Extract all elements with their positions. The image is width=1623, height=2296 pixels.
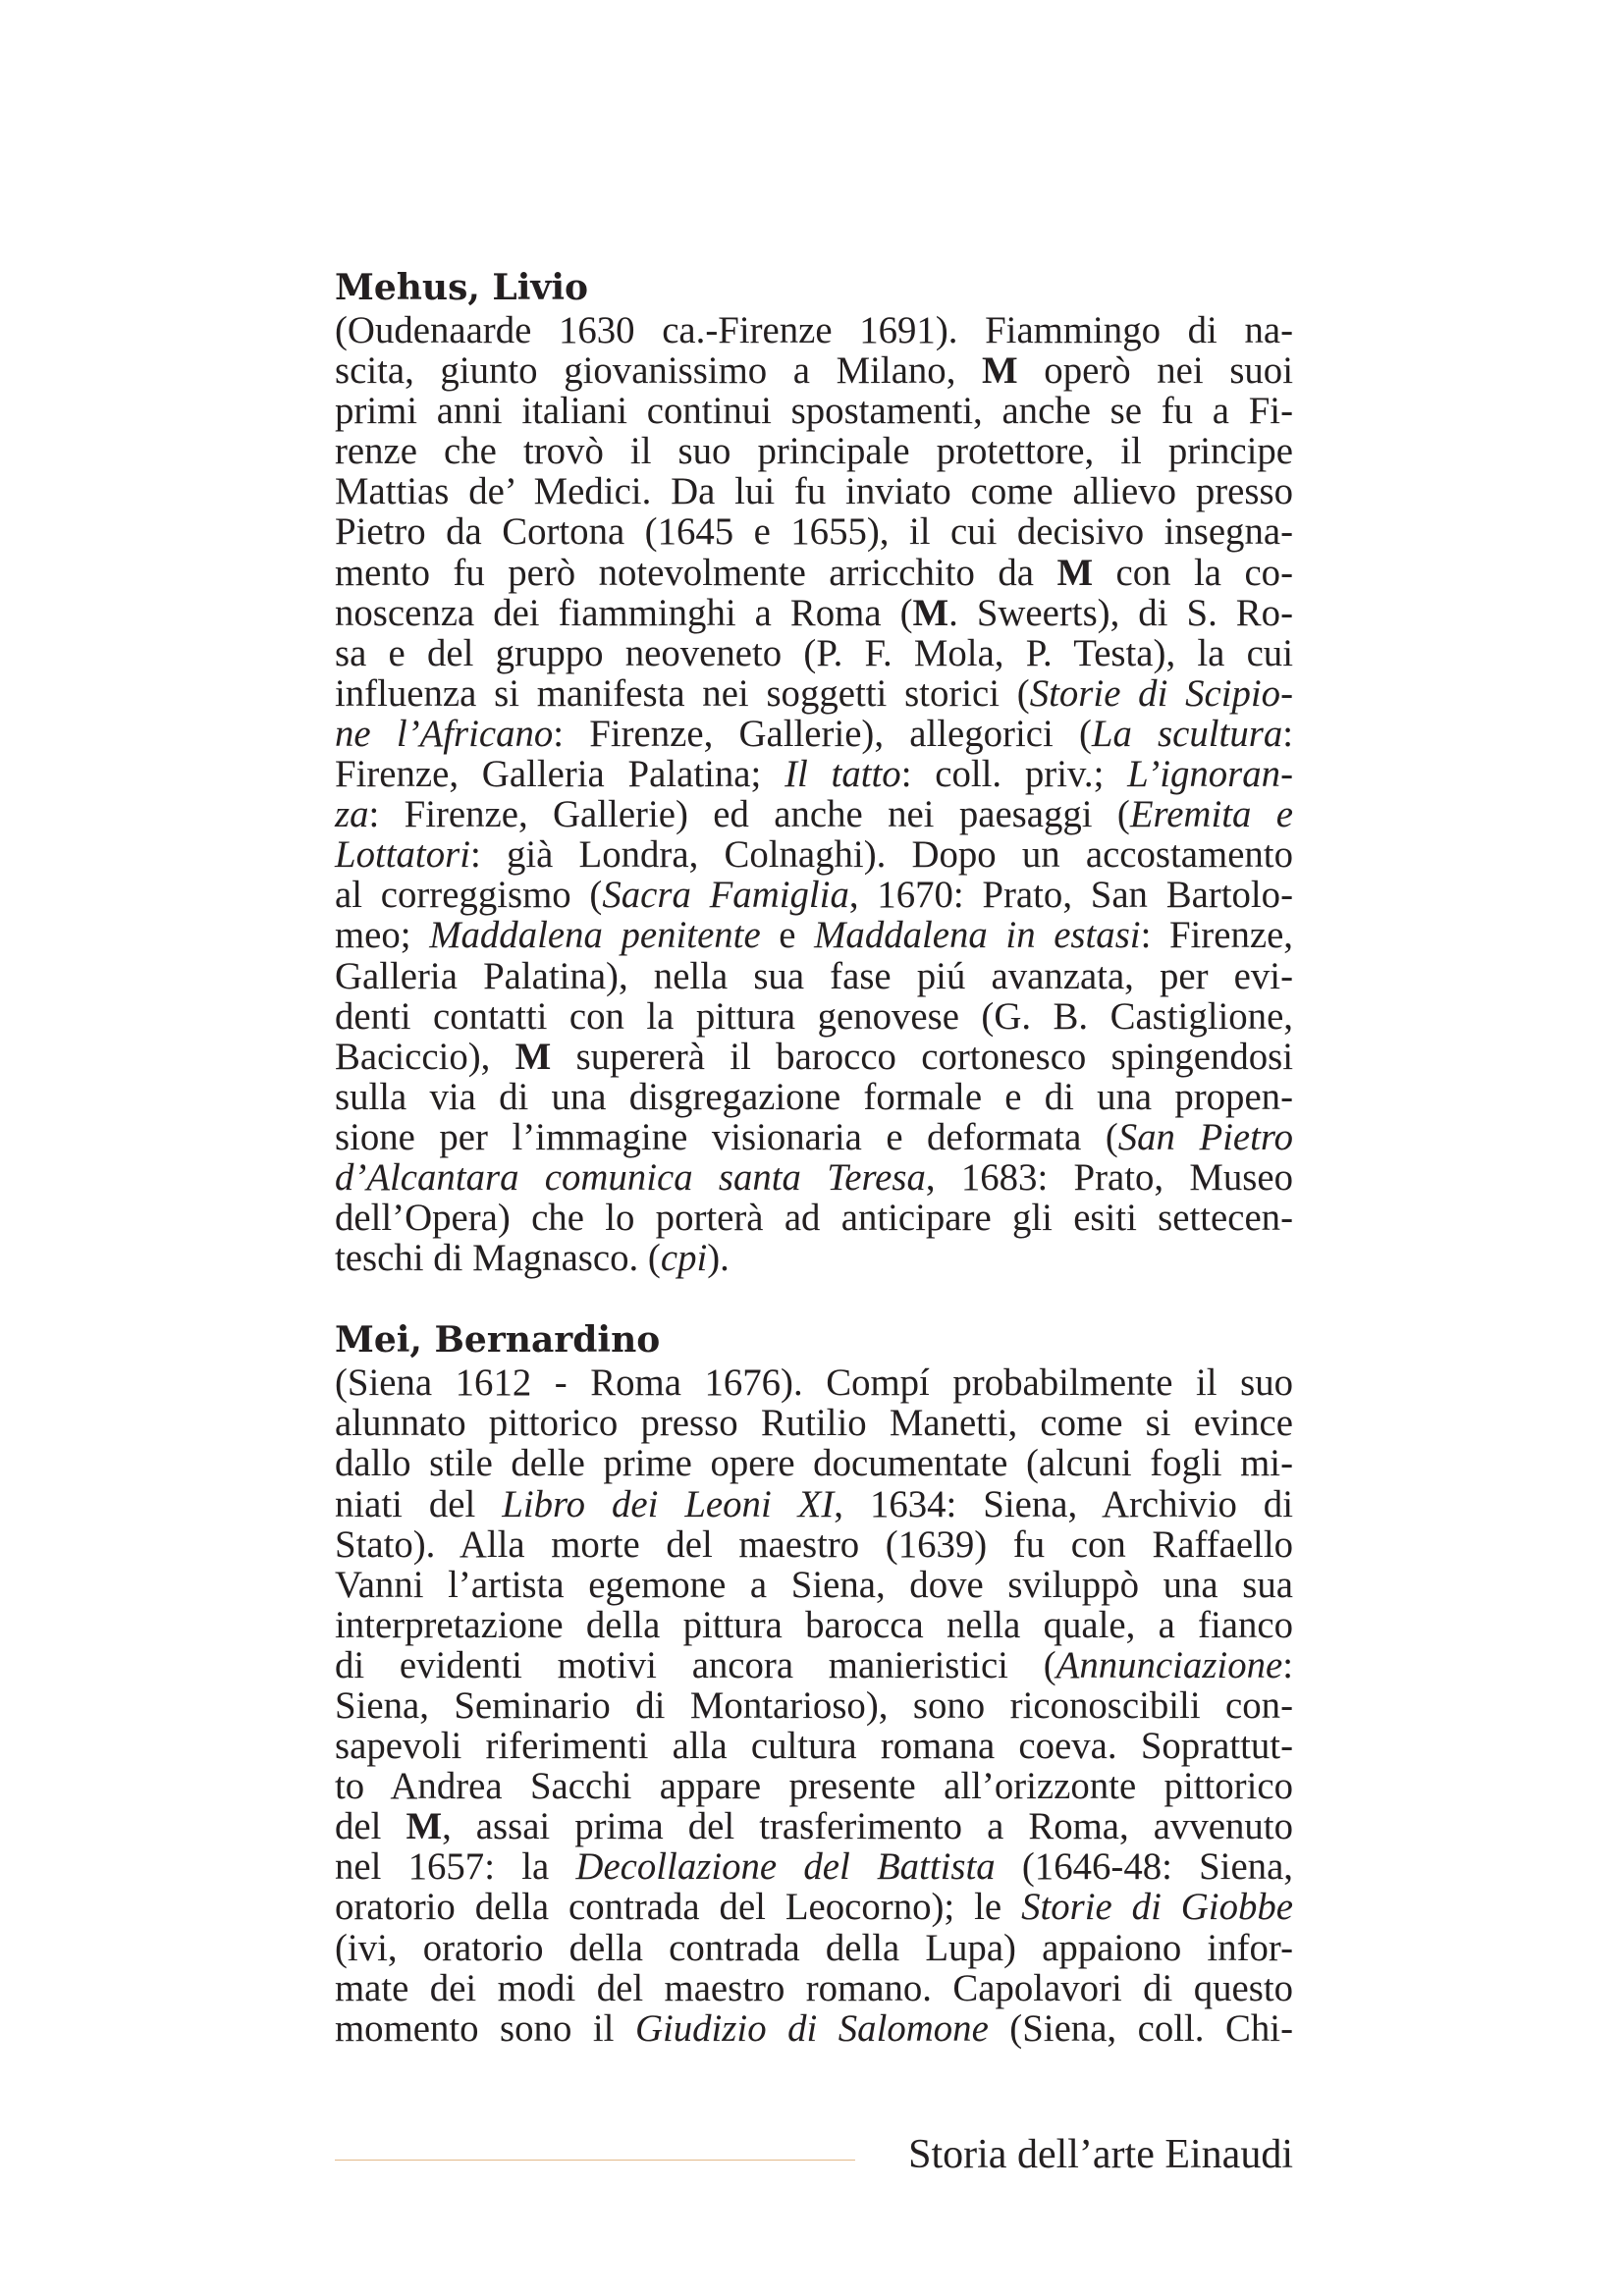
entry-title: Mei, Bernardino	[335, 1319, 661, 1362]
text-line: teschi di Magnasco. (cpi).	[335, 1237, 730, 1280]
text-line: del M, assai prima del trasferimento a Roma, avvenuto	[335, 1805, 1293, 1848]
text-line: Vanni l’artista egemone a Siena, dove sviluppò una sua	[335, 1563, 1293, 1606]
text-line: mate dei modi del maestro romano. Capolavori di questo	[335, 1966, 1293, 2009]
text-line: sapevoli riferimenti alla cultura romana coeva. Soprattut-	[335, 1725, 1293, 1768]
text-line: sione per l’immagine visionaria e deformata (San Pietro	[335, 1115, 1293, 1158]
text-line: sa e del gruppo neoveneto (P. F. Mola, P. Testa), la cui	[335, 631, 1293, 674]
entry-mehus	[335, 265, 1293, 1278]
text-line: to Andrea Sacchi appare presente all’orizzonte pittorico	[335, 1765, 1293, 1808]
text-line: primi anni italiani continui spostamenti, anche se fu a Fi-	[335, 390, 1293, 433]
text-line: noscenza dei fiamminghi a Roma (M. Sweerts), di S. Ro-	[335, 591, 1293, 634]
text-line: Firenze, Galleria Palatina; Il tatto: coll. priv.; L’ignoran-	[335, 753, 1293, 796]
text-line: Baciccio), M supererà il barocco cortonesco spingendosi	[335, 1035, 1293, 1078]
text-line: Siena, Seminario di Montarioso), sono riconoscibili con-	[335, 1684, 1293, 1727]
text-line: (Siena 1612 - Roma 1676). Compí probabilmente il suo	[335, 1362, 1293, 1405]
page-footer	[335, 2130, 1293, 2179]
text-line: sulla via di una disgregazione formale e di una propen-	[335, 1075, 1293, 1118]
text-line: dallo stile delle prime opere documentate (alcuni fogli mi-	[335, 1442, 1293, 1485]
text-line: al correggismo (Sacra Famiglia, 1670: Prato, San Bartolo-	[335, 874, 1293, 917]
page-content	[335, 265, 1293, 2049]
text-line: dell’Opera) che lo porterà ad anticipare gli esiti settecen-	[335, 1197, 1293, 1240]
text-line: (ivi, oratorio della contrada della Lupa) appaiono infor-	[335, 1926, 1293, 1969]
text-line: za: Firenze, Gallerie) ed anche nei paesaggi (Eremita e	[335, 793, 1293, 836]
text-line: alunnato pittorico presso Rutilio Manetti, come si evince	[335, 1402, 1293, 1445]
entry-mei	[335, 1317, 1293, 2049]
text-line: influenza si manifesta nei soggetti storici (Storie di Scipio-	[335, 671, 1293, 715]
text-line: Stato). Alla morte del maestro (1639) fu con Raffaello	[335, 1522, 1293, 1566]
text-line: oratorio della contrada del Leocorno); le Storie di Giobbe	[335, 1886, 1293, 1929]
text-line: Mattias de’ Medici. Da lui fu inviato come allievo presso	[335, 470, 1293, 513]
entry-body	[335, 1362, 1293, 2049]
text-line: renze che trovò il suo principale protettore, il principe	[335, 430, 1293, 473]
text-line: interpretazione della pittura barocca nella quale, a fianco	[335, 1603, 1293, 1646]
text-line: Lottatori: già Londra, Colnaghi). Dopo un accostamento	[335, 833, 1293, 877]
text-line: meo; Maddalena penitente e Maddalena in estasi: Firenze,	[335, 914, 1293, 957]
entry-body	[335, 310, 1293, 1278]
text-line: Pietro da Cortona (1645 e 1655), il cui decisivo insegna-	[335, 510, 1293, 554]
text-line: di evidenti motivi ancora manieristici (Annunciazione:	[335, 1643, 1293, 1686]
text-line: mento fu però notevolmente arricchito da M con la co-	[335, 551, 1294, 594]
text-line: nel 1657: la Decollazione del Battista (1646-48: Siena,	[335, 1845, 1293, 1889]
text-line: niati del Libro dei Leoni XI, 1634: Siena, Archivio di	[335, 1482, 1293, 1525]
entry-title: Mehus, Livio	[335, 267, 589, 308]
text-line: scita, giunto giovanissimo a Milano, M operò nei suoi	[335, 349, 1293, 393]
footer-publisher: Storia dell’arte Einaudi	[908, 2132, 1293, 2177]
text-line: (Oudenaarde 1630 ca.-Firenze 1691). Fiammingo di na-	[335, 309, 1293, 351]
text-line: ne l’Africano: Firenze, Gallerie), allegorici (La scultura:	[335, 712, 1293, 755]
text-line: denti contatti con la pittura genovese (G. B. Castiglione,	[335, 994, 1293, 1038]
text-line: Galleria Palatina), nella sua fase piú avanzata, per evi-	[335, 954, 1293, 997]
text-line: d’Alcantara comunica santa Teresa, 1683: Prato, Museo	[335, 1155, 1293, 1199]
text-line: momento sono il Giudizio di Salomone (Siena, coll. Chi-	[335, 2006, 1293, 2050]
footer-rule	[335, 2160, 855, 2161]
